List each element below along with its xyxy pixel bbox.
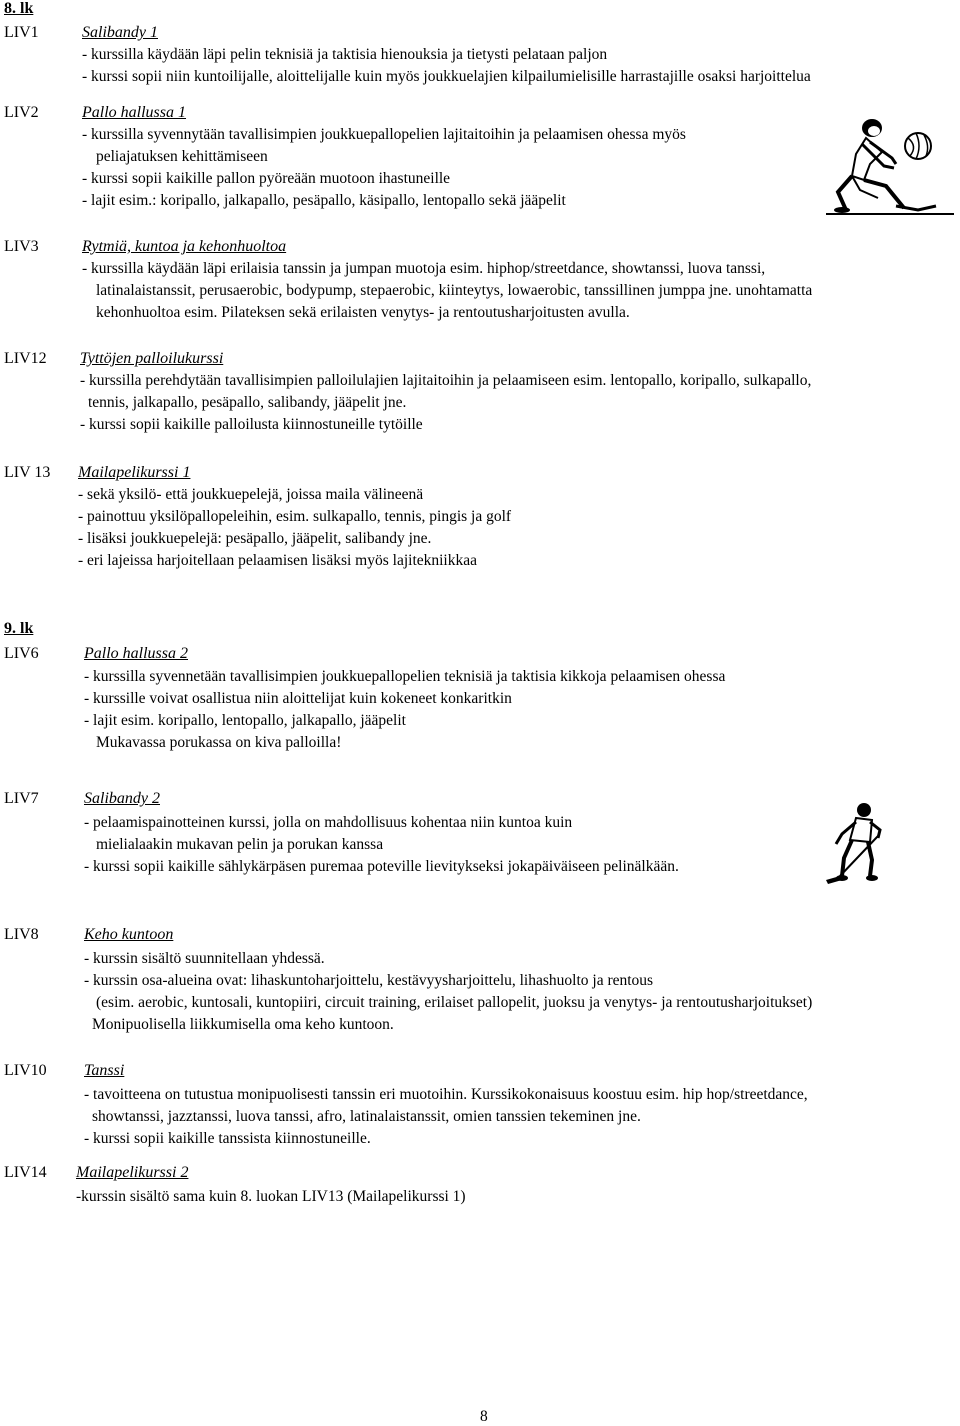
course-line: - pelaamispainotteinen kurssi, jolla on mahdollisuus kohentaa niin kuntoa kuin <box>84 814 573 831</box>
course-title-liv6: Pallo hallussa 2 <box>84 645 189 662</box>
course-code-liv6: LIV6 <box>4 645 39 662</box>
course-code-liv8: LIV8 <box>4 926 39 943</box>
course-title-liv1: Salibandy 1 <box>82 24 158 41</box>
course-code-liv10: LIV10 <box>4 1062 47 1079</box>
course-title-liv12: Tyttöjen palloilukurssi <box>80 350 224 367</box>
section-heading-grade8: 8. lk <box>4 0 34 17</box>
course-code-liv14: LIV14 <box>4 1164 47 1181</box>
course-line: - kurssilla käydään läpi erilaisia tanssin ja jumpan muotoja esim. hiphop/streetdance, showtanssi, luova tanssi, <box>82 260 766 277</box>
course-line: - kurssi sopii kaikille sählykärpäsen puremaa poteville lievitykseksi jokapäiväiseen pelinälkään. <box>84 858 679 875</box>
course-code-liv13: LIV 13 <box>4 464 51 481</box>
section-heading-grade9: 9. lk <box>4 620 34 637</box>
course-code-liv2: LIV2 <box>4 104 39 121</box>
course-title-liv14: Mailapelikurssi 2 <box>76 1164 189 1181</box>
course-line: - sekä yksilö- että joukkuepelejä, joissa maila välineenä <box>78 486 424 503</box>
course-line: - kurssi sopii kaikille palloilusta kiinnostuneille tytöille <box>80 416 423 433</box>
course-line: Mukavassa porukassa on kiva palloilla! <box>96 734 342 751</box>
course-line: Monipuolisella liikkumisella oma keho kuntoon. <box>92 1016 394 1033</box>
course-line: latinalaistanssit, perusaerobic, bodypump, stepaerobic, kiinteytys, lowaerobic, tanssillinen jumppa jne. unohtamatta <box>96 282 813 299</box>
course-line: - lisäksi joukkuepelejä: pesäpallo, jääpelit, salibandy jne. <box>78 530 432 547</box>
course-line: - kurssille voivat osallistua niin aloittelijat kuin kokeneet konkaritkin <box>84 690 512 707</box>
course-line: - tavoitteena on tutustua monipuolisesti tanssin eri muotoihin. Kurssikokonaisuus koostuu esim. hip hop/streetdance, <box>84 1086 808 1103</box>
page-number: 8 <box>480 1408 488 1425</box>
course-line: - kurssin sisältö suunnitellaan yhdessä. <box>84 950 325 967</box>
course-line: mielialaakin mukavan pelin ja porukan kanssa <box>96 836 384 853</box>
course-title-liv10: Tanssi <box>84 1062 125 1079</box>
course-line: - kurssi sopii niin kuntoilijalle, aloittelijalle kuin myös joukkuelajien kilpailumielisille harrastajille osaksi harjoittelua <box>82 68 811 85</box>
course-line: - kurssin osa-alueina ovat: lihaskuntoharjoittelu, kestävyysharjoittelu, lihashuolto ja rentous <box>84 972 654 989</box>
course-title-liv2: Pallo hallussa 1 <box>82 104 187 121</box>
floorball-player-illustration <box>820 800 900 884</box>
course-title-liv7: Salibandy 2 <box>84 790 160 807</box>
course-line: - lajit esim.: koripallo, jalkapallo, pesäpallo, käsipallo, lentopallo sekä jääpelit <box>82 192 566 209</box>
course-title-liv3: Rytmiä, kuntoa ja kehonhuoltoa <box>82 238 287 255</box>
course-line: - painottuu yksilöpallopeleihin, esim. sulkapallo, tennis, pingis ja golf <box>78 508 512 525</box>
course-line: - kurssilla käydään läpi pelin teknisiä ja taktisia hienouksia ja tietysti pelataan paljon <box>82 46 608 63</box>
course-line: - kurssilla syvennytään tavallisimpien joukkuepallopelien lajitaitoihin ja pelaamisen ohessa myös <box>82 126 686 143</box>
course-title-liv13: Mailapelikurssi 1 <box>78 464 191 481</box>
course-code-liv1: LIV1 <box>4 24 39 41</box>
course-line: tennis, jalkapallo, pesäpallo, salibandy, jääpelit jne. <box>88 394 407 411</box>
course-title-liv8: Keho kuntoon <box>84 926 174 943</box>
course-line: - kurssilla perehdytään tavallisimpien palloilulajien lajitaitoihin ja pelaamiseen esim. lentopallo, koripallo, sulkapallo, <box>80 372 812 389</box>
course-line: -kurssin sisältö sama kuin 8. luokan LIV13 (Mailapelikurssi 1) <box>76 1188 466 1205</box>
course-line: kehonhuoltoa esim. Pilateksen sekä erilaisten venytys- ja rentoutusharjoitusten avulla. <box>96 304 630 321</box>
course-line: - eri lajeissa harjoitellaan pelaamisen lisäksi myös lajitekniikkaa <box>78 552 477 569</box>
course-line: peliajatuksen kehittämiseen <box>96 148 268 165</box>
course-line: - kurssi sopii kaikille tanssista kiinnostuneille. <box>84 1130 371 1147</box>
volleyball-player-illustration <box>826 114 960 218</box>
course-code-liv7: LIV7 <box>4 790 39 807</box>
course-line: - kurssilla syvennetään tavallisimpien joukkuepallopelien teknisiä ja taktisia kikkoja pelaamisen ohessa <box>84 668 726 685</box>
course-line: showtanssi, jazztanssi, luova tanssi, afro, latinalaistanssit, omien tanssien tekeminen jne. <box>92 1108 641 1125</box>
course-code-liv12: LIV12 <box>4 350 47 367</box>
course-line: - kurssi sopii kaikille pallon pyöreään muotoon ihastuneille <box>82 170 451 187</box>
course-code-liv3: LIV3 <box>4 238 39 255</box>
course-line: (esim. aerobic, kuntosali, kuntopiiri, circuit training, erilaiset pallopelit, juoksu ja venytys- ja rentoutusharjoitukset) <box>96 994 813 1011</box>
course-line: - lajit esim. koripallo, lentopallo, jalkapallo, jääpelit <box>84 712 406 729</box>
